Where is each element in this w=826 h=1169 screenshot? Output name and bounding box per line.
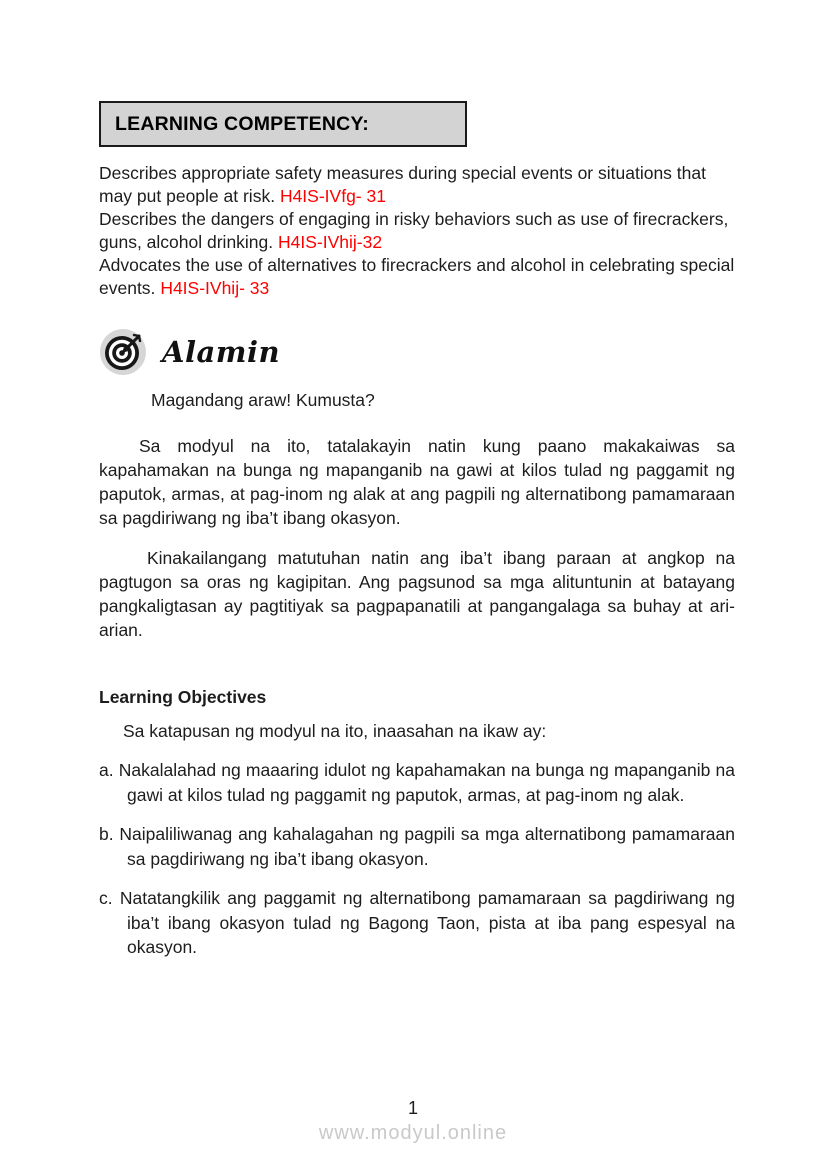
competency-text: Advocates the use of alternatives to firecrackers and alcohol in celebrating special events. bbox=[99, 255, 735, 298]
objective-item bbox=[99, 886, 735, 960]
objectives-intro: Sa katapusan ng modyul na ito, inaasahan na ikaw ay: bbox=[123, 721, 547, 741]
competency-item bbox=[99, 254, 735, 300]
learning-competency-box bbox=[99, 101, 467, 147]
alamin-title: Alamin bbox=[162, 335, 281, 369]
objective-item bbox=[99, 758, 735, 807]
objective-label: a. bbox=[99, 760, 114, 780]
competency-text: Describes appropriate safety measures during special events or situations that may put people at risk. bbox=[99, 163, 706, 206]
greeting-text: Magandang araw! Kumusta? bbox=[151, 390, 375, 410]
objective-label: b. bbox=[99, 824, 114, 844]
objective-item bbox=[99, 822, 735, 871]
competency-code: H4IS-IVfg- 31 bbox=[279, 186, 386, 206]
competency-item bbox=[99, 162, 735, 208]
intro-paragraph: Sa modyul na ito, tatalakayin natin kung paano makakaiwas sa kapahamakan na bunga ng mapanganib na gawi at kilos tulad ng paggamit ng paputok, armas, at pag-inom ng alak at ang pagpili ng alternatibong pamamaraan sa pagdiriwang ng iba’t ibang okasyon. bbox=[99, 436, 735, 528]
learning-objectives-heading: Learning Objectives bbox=[99, 687, 267, 707]
competency-code: H4IS-IVhij- 33 bbox=[160, 278, 270, 298]
learning-competency-title: LEARNING COMPETENCY: bbox=[115, 112, 369, 135]
objective-text: Nakalalahad ng maaaring idulot ng kapahamakan na bunga ng mapanganib na gawi at kilos tulad ng paggamit ng paputok, armas, at pag-inom ng alak. bbox=[118, 760, 735, 805]
target-bullseye-icon bbox=[99, 328, 147, 376]
objective-text: Naipaliliwanag ang kahalagahan ng pagpili sa mga alternatibong pamamaraan sa pagdiriwang ng iba’t ibang okasyon. bbox=[119, 824, 735, 869]
site-watermark: www.modyul.online bbox=[318, 1122, 508, 1144]
objective-label: c. bbox=[99, 888, 113, 908]
page-footer bbox=[0, 1097, 826, 1145]
competency-code: H4IS-IVhij-32 bbox=[278, 232, 383, 252]
competency-text: Describes the dangers of engaging in risky behaviors such as use of firecrackers, guns, alcohol drinking. bbox=[99, 209, 729, 252]
intro-paragraph: Kinakailangang matutuhan natin ang iba’t ibang paraan at angkop na pagtugon sa oras ng kagipitan. Ang pagsunod sa mga alituntunin at batayang pangkaligtasan ay pagtitiyak sa pagpapanatili at pangangalaga sa buhay at ari-arian. bbox=[99, 548, 735, 640]
competency-list bbox=[99, 162, 735, 300]
objective-text: Natatangkilik ang paggamit ng alternatibong pamamaraan sa pagdiriwang ng iba’t ibang okasyon tulad ng Bagong Taon, pista at iba pang espesyal na okasyon. bbox=[119, 888, 735, 957]
alamin-section-header bbox=[99, 328, 735, 376]
competency-item bbox=[99, 208, 735, 254]
page-number: 1 bbox=[407, 1098, 418, 1118]
